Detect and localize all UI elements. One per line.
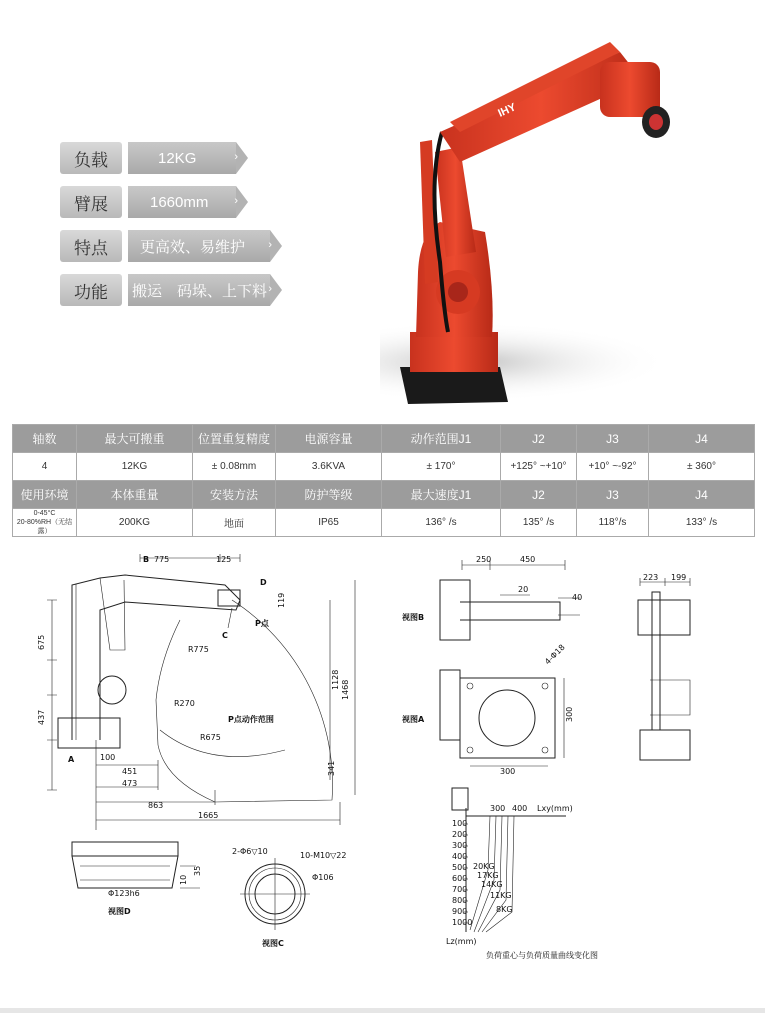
view-title: 视图D (108, 907, 131, 916)
view-c-drawing (232, 847, 346, 948)
spec-row-feature (60, 230, 270, 262)
table-header: J3 (577, 481, 649, 509)
spec-row-reach (60, 186, 236, 218)
table-cell: 136° /s (382, 509, 501, 537)
y-tick: 900 (452, 907, 468, 916)
table-cell: ± 0.08mm (193, 453, 276, 481)
y-ticks (452, 819, 472, 927)
y-tick: 500 (452, 863, 468, 872)
table-cell: IP65 (276, 509, 382, 537)
table-header: J2 (501, 481, 577, 509)
view-d-drawing (72, 842, 202, 916)
y-tick: 600 (452, 874, 468, 883)
x-tick: 400 (512, 804, 528, 813)
dim-label: 341 (327, 760, 336, 776)
table-cell: ± 360° (649, 453, 755, 481)
dim-label: 20 (518, 585, 529, 594)
brand-logo: IHY (496, 101, 518, 120)
dim-label: 2-Φ6▽10 (232, 847, 268, 856)
y-tick: 700 (452, 885, 468, 894)
chevron-right-icon: › (268, 239, 272, 251)
y-tick: 1000 (452, 918, 473, 927)
palletizing-robot-image (380, 32, 680, 412)
table-cell: 135° /s (501, 509, 577, 537)
dim-label: 451 (122, 767, 138, 776)
dim-label: 473 (122, 779, 138, 788)
technical-drawings (0, 540, 765, 1010)
footer-divider (0, 1008, 765, 1013)
specification-table (12, 424, 755, 537)
curve-label: 11KG (490, 891, 512, 900)
dim-label: B (143, 555, 150, 564)
y-axis-label: Lz(mm) (446, 937, 477, 946)
dim-label: 10 (179, 874, 188, 885)
y-tick: 100 (452, 819, 468, 828)
environment-humidity: 20-80%RH（无结露） (16, 519, 73, 535)
table-header: 位置重复精度 (193, 425, 276, 453)
table-header: 最大速度J1 (382, 481, 501, 509)
dim-label: Φ123h6 (108, 889, 140, 898)
table-row (13, 509, 755, 537)
dim-label: 35 (193, 865, 202, 876)
chart-caption: 负荷重心与负荷质量曲线变化图 (486, 951, 598, 960)
spec-value (128, 230, 270, 262)
table-row-header (13, 481, 755, 509)
table-cell: 200KG (77, 509, 193, 537)
spec-value (128, 186, 236, 218)
dim-label: 1468 (341, 679, 350, 700)
spec-row-load (60, 142, 236, 174)
table-cell: ± 170° (382, 453, 501, 481)
dim-label: 250 (476, 555, 492, 564)
spec-value-text: 1660mm (150, 193, 209, 211)
dim-label: 437 (37, 709, 46, 725)
curve-label: 20KG (473, 862, 495, 871)
dim-label: 119 (277, 592, 286, 608)
x-tick: 300 (490, 804, 506, 813)
dim-label: 675 (37, 634, 46, 650)
load-curve-chart (446, 788, 598, 960)
table-header: J4 (649, 481, 755, 509)
table-cell: 地面 (193, 509, 276, 537)
table-cell: 4 (13, 453, 77, 481)
table-header: 轴数 (13, 425, 77, 453)
curve-label: 14KG (481, 880, 503, 889)
dim-label: P点动作范围 (228, 715, 274, 724)
dim-label: 1128 (331, 669, 340, 690)
table-header: J3 (577, 425, 649, 453)
curve-label: 17KG (477, 871, 499, 880)
environment-temp: 0-45°C (33, 510, 56, 517)
spec-row-function (60, 274, 270, 306)
table-row (13, 453, 755, 481)
table-header: 防护等级 (276, 481, 382, 509)
spec-value (128, 274, 270, 306)
table-header: 使用环境 (13, 481, 77, 509)
table-header: 动作范围J1 (382, 425, 501, 453)
x-axis-label: Lxy(mm) (537, 804, 573, 813)
table-row-header (13, 425, 755, 453)
dim-label: 40 (572, 593, 583, 602)
spec-value-text: 12KG (158, 149, 197, 167)
view-a-drawing (401, 643, 574, 776)
front-view-drawing (638, 573, 690, 760)
spec-value-text: 搬运 码垛、上下料 (132, 282, 268, 300)
spec-key: 臂展 (60, 186, 122, 218)
dim-label: R675 (200, 733, 221, 742)
table-cell: 133° /s (649, 509, 755, 537)
dim-label: 450 (520, 555, 536, 564)
table-header: J4 (649, 425, 755, 453)
table-header: 本体重量 (77, 481, 193, 509)
dim-label: Φ106 (312, 873, 334, 882)
dim-label: 100 (100, 753, 116, 762)
table-cell: 118°/s (577, 509, 649, 537)
spec-key: 特点 (60, 230, 122, 262)
table-cell: 12KG (77, 453, 193, 481)
spec-value-text: 更高效、易维护 (140, 238, 246, 256)
dim-label: 4-Φ18 (543, 642, 567, 667)
chevron-right-icon: › (268, 283, 272, 295)
dim-label: 863 (148, 801, 164, 810)
spec-key: 负载 (60, 142, 122, 174)
dim-label: R775 (188, 645, 209, 654)
table-cell: 3.6KVA (276, 453, 382, 481)
dim-label: 300 (500, 767, 516, 776)
table-header: 安装方法 (193, 481, 276, 509)
dim-label: P点 (255, 619, 269, 628)
dim-label: A (68, 755, 75, 764)
curve-label: 8KG (496, 905, 513, 914)
table-header: 最大可搬重 (77, 425, 193, 453)
y-tick: 400 (452, 852, 468, 861)
view-title: 视图A (402, 715, 425, 724)
spec-value (128, 142, 236, 174)
y-tick: 800 (452, 896, 468, 905)
dim-label: 1665 (198, 811, 219, 820)
table-cell: +10° ~-92° (577, 453, 649, 481)
table-cell: +125° ~+10° (501, 453, 577, 481)
dim-label: 125 (216, 555, 232, 564)
y-tick: 300 (452, 841, 468, 850)
view-title: 视图C (262, 939, 284, 948)
dim-label: 10-M10▽22 (300, 851, 347, 860)
view-title: 视图B (402, 613, 425, 622)
side-view-drawing (37, 554, 355, 830)
dim-label: 223 (643, 573, 659, 582)
view-b-drawing (401, 555, 582, 640)
chevron-right-icon: › (234, 151, 238, 163)
dim-label: C (222, 631, 228, 640)
chevron-right-icon: › (234, 195, 238, 207)
dim-label: D (260, 578, 267, 587)
dim-label: 199 (671, 573, 687, 582)
dim-label: 300 (565, 706, 574, 722)
dim-label: R270 (174, 699, 195, 708)
table-cell-environment (13, 509, 77, 537)
table-header: 电源容量 (276, 425, 382, 453)
y-tick: 200 (452, 830, 468, 839)
spec-key: 功能 (60, 274, 122, 306)
table-header: J2 (501, 425, 577, 453)
dim-label: 775 (154, 555, 170, 564)
